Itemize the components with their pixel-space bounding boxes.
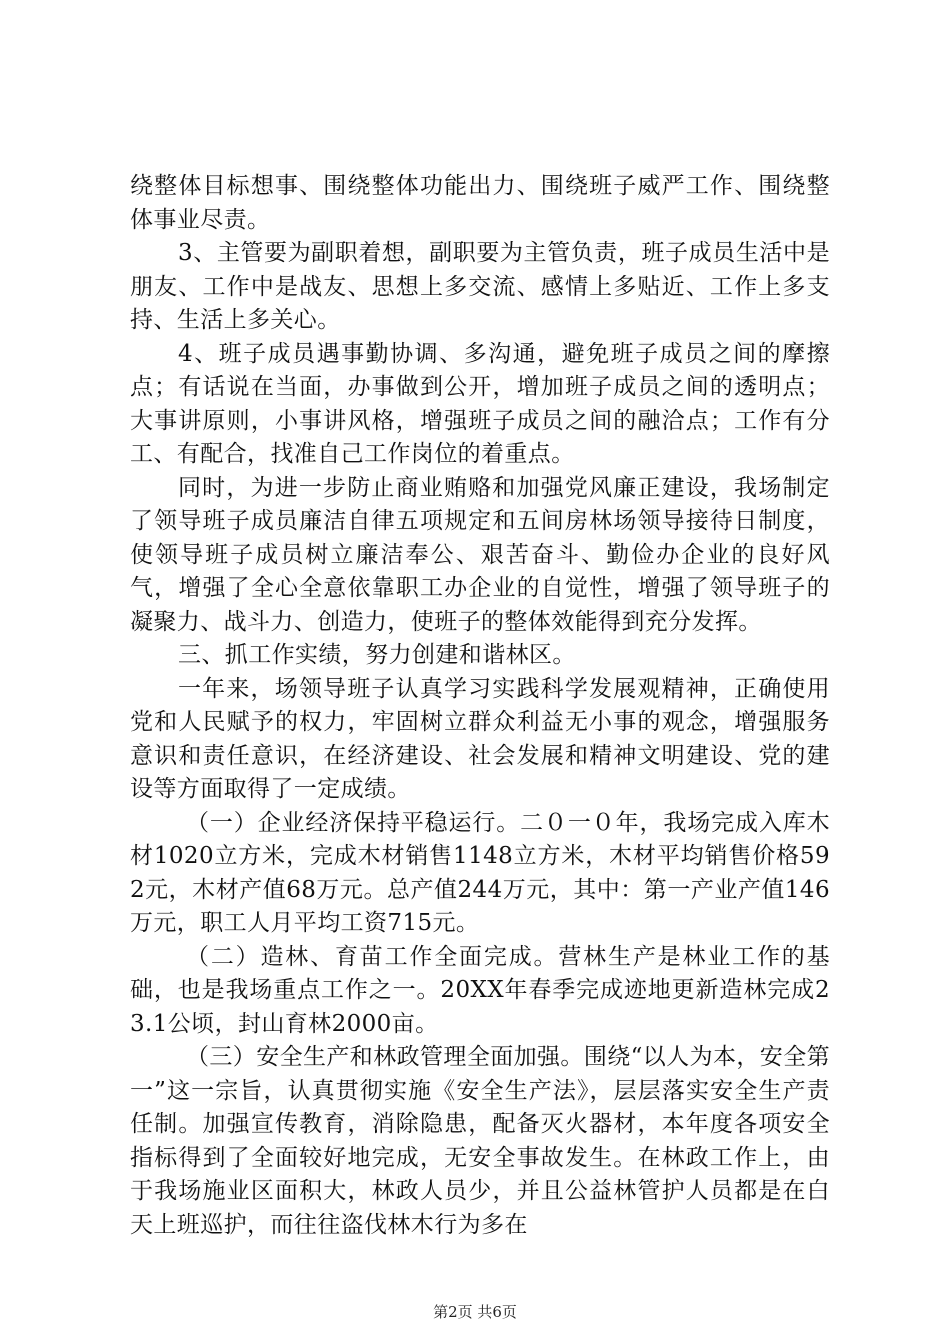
paragraph-economy: （一）企业经济保持平稳运行。二０一０年，我场完成入库木材1020立方米，完成木材销售1148立方米，木材平均销售价格592元，木材产值68万元。总产值244万元，其中：第一产业产值146万元，职工人月平均工资715元。 [130,809,830,936]
paragraph-integrity-rules: 同时，为进一步防止商业贿赂和加强党风廉正建设，我场制定了领导班子成员廉洁自律五项规定和五间房林场领导接待日制度，使领导班子成员树立廉洁奉公、艰苦奋斗、勤俭办企业的良好风气，增强了全心全意依靠职工办企业的自觉性，增强了领导班子的凝聚力、战斗力、创造力，使班子的整体效能得到充分发挥。 [130,474,830,635]
paragraph-safety: （三）安全生产和林政管理全面加强。围绕“以人为本，安全第一”这一宗旨，认真贯彻实施《安全生产法》，层层落实安全生产责任制。加强宣传教育，消除隐患，配备灭火器材，本年度各项安全指标得到了全面较好地完成，无安全事故发生。在林政工作上，由于我场施业区面积大，林政人员少，并且公益林管护人员都是在白天上班巡护，而往往盗伐林木行为多在 [130,1044,830,1238]
document-body [130,170,830,1242]
paragraph-year-summary: 一年来，场领导班子认真学习实践科学发展观精神，正确使用党和人民赋予的权力，牢固树立群众利益无小事的观念，增强服务意识和责任意识，在经济建设、社会发展和精神文明建设、党的建设等方面取得了一定成绩。 [130,675,830,802]
paragraph-continuation: 绕整体目标想事、围绕整体功能出力、围绕班子威严工作、围绕整体事业尽责。 [130,173,830,233]
paragraph-afforestation: （二）造林、育苗工作全面完成。营林生产是林业工作的基础，也是我场重点工作之一。20XX年春季完成迹地更新造林完成23.1公顷，封山育林2000亩。 [130,943,830,1037]
section-heading-3: 三、抓工作实绩，努力创建和谐林区。 [178,642,576,668]
page-footer: 第2页 共6页 [433,1303,517,1321]
paragraph-item-3: 3、主管要为副职着想，副职要为主管负责，班子成员生活中是朋友、工作中是战友、思想上多交流、感情上多贴近、工作上多支持、生活上多关心。 [130,240,830,333]
paragraph-item-4: 4、班子成员遇事勤协调、多沟通，避免班子成员之间的摩擦点；有话说在当面，办事做到公开，增加班子成员之间的透明点；大事讲原则，小事讲风格，增强班子成员之间的融洽点；工作有分工、有配合，找准自己工作岗位的着重点。 [130,340,830,467]
